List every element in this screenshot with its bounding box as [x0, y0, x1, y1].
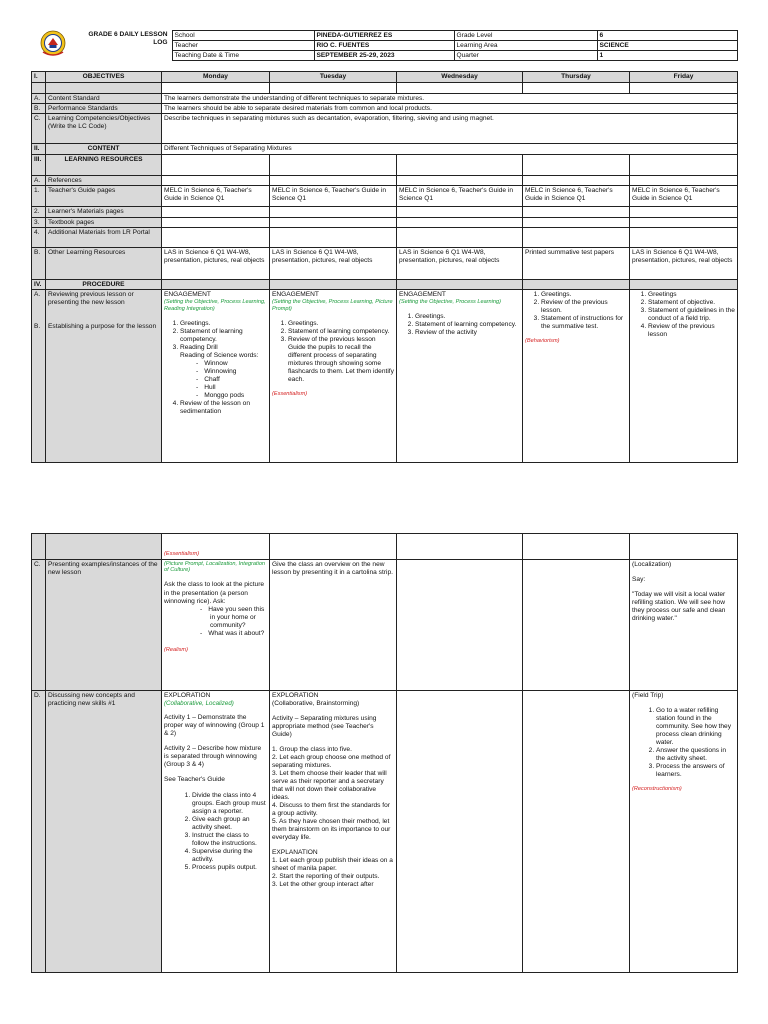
row-label: Presenting examples/instances of the new lesson: [46, 560, 162, 691]
table-cell: LAS in Science 6 Q1 W4-W8, presentation, pictures, real objects: [270, 248, 397, 280]
teacher-value: RIO C. FUENTES: [314, 41, 454, 51]
table-row: [32, 228, 738, 248]
thursday-cell: 1. Greetings. 2. Review of the previous lesson. 3. Statement of instructions for the summative test. (Behaviorism): [523, 290, 630, 463]
row-number: 2.: [32, 207, 46, 218]
row-number: C.: [32, 114, 46, 144]
row-number: A.: [32, 176, 46, 186]
table-cell: Printed summative test papers: [523, 248, 630, 280]
row-label: Content Standard: [46, 94, 162, 104]
teaching-date-label: Teaching Date & Time: [172, 51, 314, 61]
performance-standard-text: The learners should be able to separate desired materials from common and local products.: [162, 104, 738, 114]
row-number: D.: [32, 691, 46, 973]
row-number: 4.: [32, 228, 46, 248]
table-row: [32, 691, 738, 973]
table-row: [32, 114, 738, 144]
table-row: [32, 248, 738, 280]
grade-level-label: Grade Level: [454, 31, 597, 41]
learning-area-value: SCIENCE: [597, 41, 737, 51]
row-label: Discussing new concepts and practicing new skills #1: [46, 691, 162, 973]
row-number: A. B.: [32, 290, 46, 463]
content-heading: CONTENT: [46, 144, 162, 155]
teaching-date-value: SEPTEMBER 25-29, 2023: [314, 51, 454, 61]
table-row: [32, 144, 738, 155]
table-row: [32, 186, 738, 207]
lesson-plan-table-page2: [31, 533, 738, 973]
table-row: [32, 155, 738, 176]
wednesday-heading: Wednesday: [397, 72, 523, 83]
row-label: Teacher's Guide pages: [46, 186, 162, 207]
row-label: Other Learning Resources: [46, 248, 162, 280]
table-row: [32, 207, 738, 218]
school-label: School: [172, 31, 314, 41]
row-label: Additional Materials from LR Portal: [46, 228, 162, 248]
tuesday-exploration-cell: EXPLORATION (Collaborative, Brainstorming) Activity – Separating mixtures using appropriate method (see Teacher's Guide) 1. Group the class into five. 2. Let each group choose one method of separating mixtures. 3. Let them choose their leader that will serve as their reporter and a secretary that will not down their collaborative ideas. 4. Discuss to them first the standards for a group activity. 5. As they have chosen their method, let them brainstorm on its importance to our everyday life. EXPLANATION 1. Let each group publish their ideas on a sheet of manila paper. 2. Start the reporting of their outputs. 3. Let the other group interact after: [270, 691, 397, 973]
header-table: [31, 30, 738, 61]
table-cell: MELC in Science 6, Teacher's Guide in Science Q1: [523, 186, 630, 207]
content-standard-text: The learners demonstrate the understanding of different techniques to separate mixtures.: [162, 94, 738, 104]
lesson-plan-table-page1: [31, 71, 738, 463]
monday-exploration-cell: EXPLORATION (Collaborative, Localized) Activity 1 – Demonstrate the proper way of winnowing (Group 1 & 2) Activity 2 – Describe how mixture is separated through winnowing (Group 3 & 4) See Teacher's Guide 1. Divide the class into 4 groups. Each group must assign a reporter. 2. Give each group an activity sheet. 3. Instruct the class to follow the instructions. 4. Supervise during the activity. 5. Process pupils output.: [162, 691, 270, 973]
row-label: References: [46, 176, 162, 186]
table-cell: LAS in Science 6 Q1 W4-W8, presentation, pictures, real objects: [630, 248, 738, 280]
school-value: PINEDA-GUTIERREZ ES: [314, 31, 454, 41]
tuesday-heading: Tuesday: [270, 72, 397, 83]
table-cell: LAS in Science 6 Q1 W4-W8, presentation, pictures, real objects: [162, 248, 270, 280]
table-row: [32, 560, 738, 691]
monday-presenting-cell: (Picture Prompt, Localization, Integration of Culture) Ask the class to look at the picture in the presentation (a person winnowing rice). Ask: - Have you seen this in your home or community? - What was it about? (Realism): [162, 560, 270, 691]
row-number: 3.: [32, 218, 46, 228]
table-row: [32, 94, 738, 104]
objectives-heading: OBJECTIVES: [46, 72, 162, 83]
row-label: Learner's Materials pages: [46, 207, 162, 218]
row-number: B.: [32, 248, 46, 280]
table-row: [32, 218, 738, 228]
row-label: Learning Competencies/Objectives (Write the LC Code): [46, 114, 162, 144]
learning-resources-heading: LEARNING RESOURCES: [46, 155, 162, 176]
monday-heading: Monday: [162, 72, 270, 83]
row-number: A.: [32, 94, 46, 104]
friday-cell: 1. Greetings 2. Statement of objective. 3. Statement of guidelines in the conduct of a field trip. 4. Review of the previous lesson: [630, 290, 738, 463]
row-label: Performance Standards: [46, 104, 162, 114]
row-label: Reviewing previous lesson or presenting the new lesson Establishing a purpose for the lesson: [46, 290, 162, 463]
blank-row: [32, 83, 738, 94]
grade-level-value: 6: [597, 31, 737, 41]
row-number: IV.: [32, 280, 46, 290]
table-cell: MELC in Science 6, Teacher's Guide in Science Q1: [162, 186, 270, 207]
row-number: C.: [32, 560, 46, 691]
tuesday-presenting-cell: Give the class an overview on the new lesson by presenting it in a cartolina strip.: [270, 560, 397, 691]
learning-area-label: Learning Area: [454, 41, 597, 51]
table-row: [32, 290, 738, 463]
table-cell: (Essentialism): [162, 534, 270, 560]
procedure-heading: PROCEDURE: [46, 280, 162, 290]
table-cell: LAS in Science 6 Q1 W4-W8, presentation, pictures, real objects: [397, 248, 523, 280]
row-number: II.: [32, 144, 46, 155]
table-cell: MELC in Science 6, Teacher's Guide in Science Q1: [270, 186, 397, 207]
table-row: [32, 176, 738, 186]
monday-engagement-cell: ENGAGEMENT (Setting the Objective, Process Learning, Reading Integration) 1. Greetings. 2. Statement of learning competency. 3. Reading Drill Reading of Science words: - Winnow - Winnowing - Chaff - Hull - Monggo pods 4. Review of the lesson on sedimentation: [162, 290, 270, 463]
friday-heading: Friday: [630, 72, 738, 83]
learning-competency-text: Describe techniques in separating mixtures such as decantation, evaporation, filtering, sieving and using magnet.: [162, 114, 738, 144]
content-text: Different Techniques of Separating Mixtures: [162, 144, 738, 155]
table-row: [32, 104, 738, 114]
row-number: 1.: [32, 186, 46, 207]
quarter-label: Quarter: [454, 51, 597, 61]
friday-presenting-cell: (Localization) Say: "Today we will visit a local water refilling station. We will see how they process our safe and clean drinking water.": [630, 560, 738, 691]
friday-field-trip-cell: (Field Trip) 1. Go to a water refilling station found in the community. See how they process clean drinking water. 2. Answer the questions in the activity sheet. 3. Process the answers of learners. (Reconstructionism): [630, 691, 738, 973]
section-number: I.: [32, 72, 46, 83]
thursday-heading: Thursday: [523, 72, 630, 83]
wednesday-engagement-cell: ENGAGEMENT (Setting the Objective, Process Learning) 1. Greetings. 2. Statement of learning competency. 3. Review of the activity: [397, 290, 523, 463]
dll-title: GRADE 6 DAILY LESSON LOG: [88, 31, 168, 47]
row-number: B.: [32, 104, 46, 114]
table-row: [32, 280, 738, 290]
row-label: Textbook pages: [46, 218, 162, 228]
column-header-row: [32, 72, 738, 83]
table-cell: MELC in Science 6, Teacher's Guide in Science Q1: [397, 186, 523, 207]
tuesday-engagement-cell: ENGAGEMENT (Setting the Objective, Process Learning, Picture Prompt) 1. Greetings. 2. Statement of learning competency. 3. Review of the previous lesson Guide the pupils to recall the different process of separating mixtures through showing some flashcards to them. Let them identify each. (Essentialism): [270, 290, 397, 463]
teacher-label: Teacher: [172, 41, 314, 51]
row-number: III.: [32, 155, 46, 176]
table-cell: MELC in Science 6, Teacher's Guide in Science Q1: [630, 186, 738, 207]
table-row: [32, 534, 738, 560]
quarter-value: 1: [597, 51, 737, 61]
